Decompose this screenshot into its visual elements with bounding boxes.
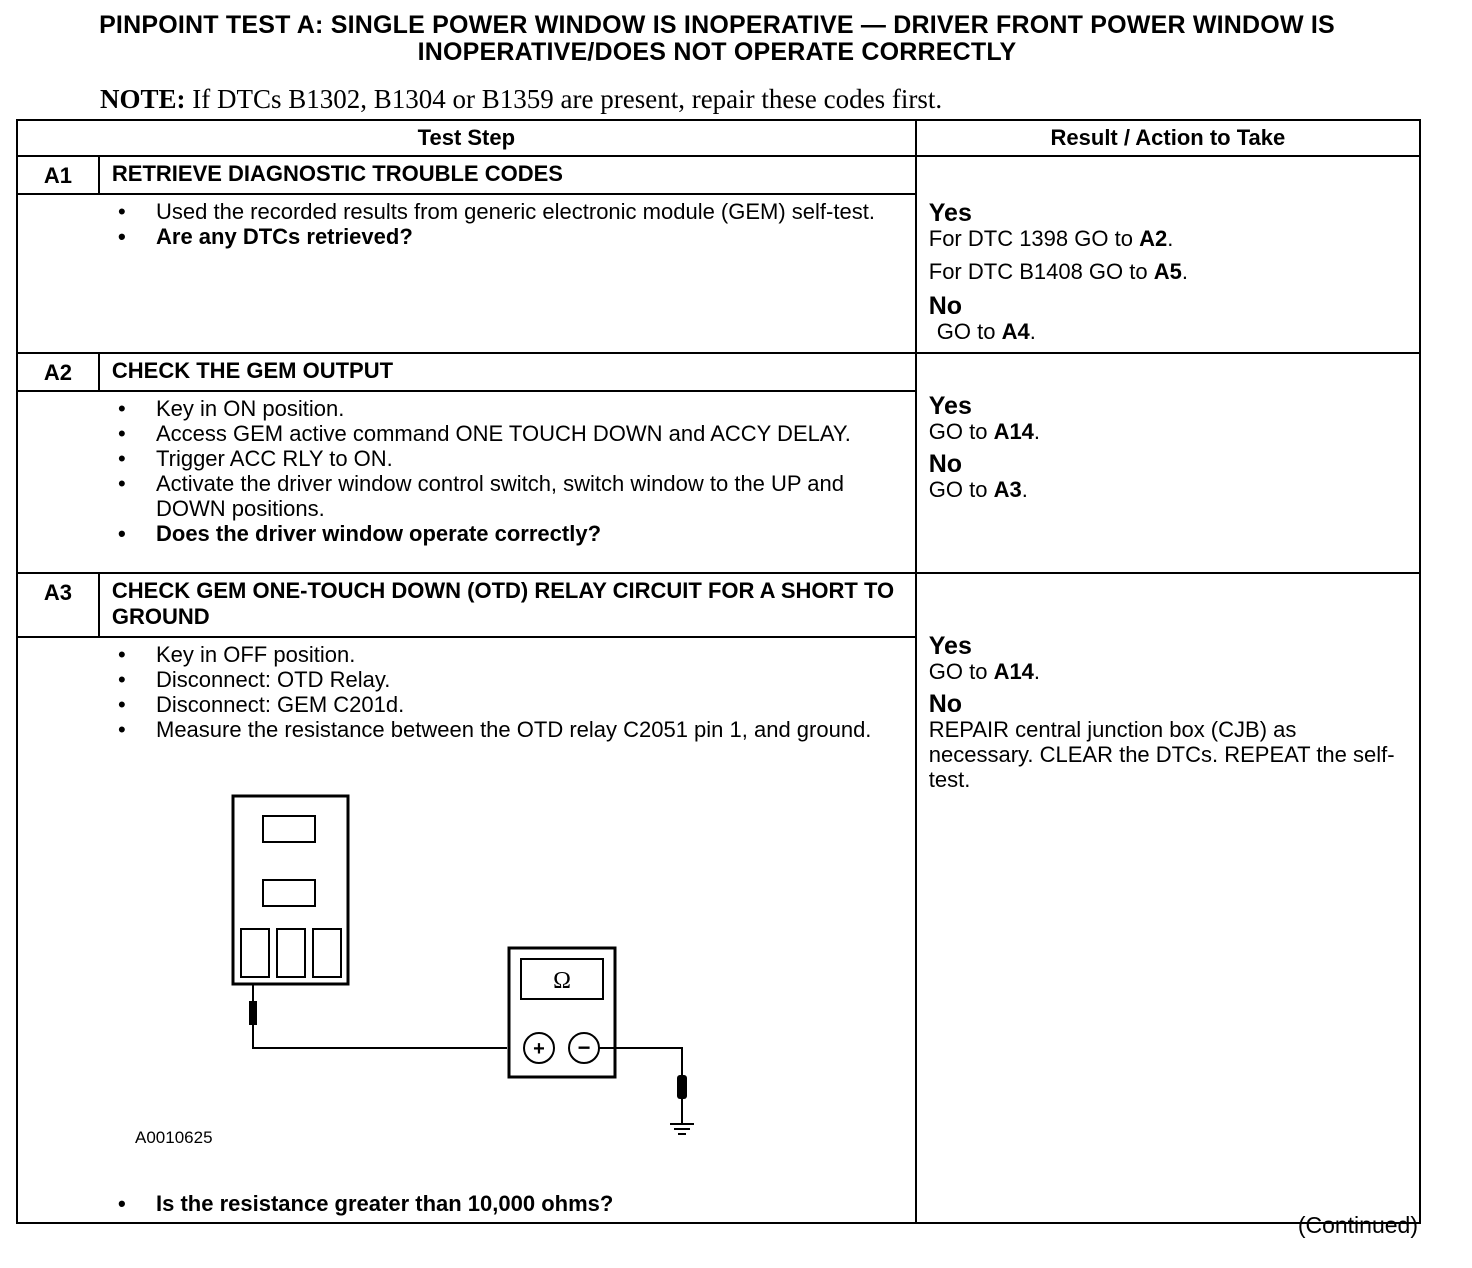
junction-box-slot-2 <box>263 880 315 906</box>
svg-text:−: − <box>577 1035 591 1060</box>
pinpoint-table <box>16 119 1421 1224</box>
continued-label: (Continued) <box>1297 1212 1418 1238</box>
list-item: • Trigger ACC RLY to ON. <box>30 446 885 471</box>
step-a2-heading: CHECK THE GEM OUTPUT <box>99 353 916 391</box>
ohmmeter-diagram <box>135 796 833 1196</box>
list-item: • Measure the resistance between the OTD relay C2051 pin 1, and ground. <box>30 717 885 742</box>
lead-negative <box>599 1048 682 1078</box>
step-a1-id: A1 <box>17 156 99 194</box>
list-item: • Disconnect: GEM C201d. <box>30 692 885 717</box>
header-result: Result / Action to Take <box>916 120 1420 156</box>
list-item: • Activate the driver window control switch, switch window to the UP and DOWN positions. <box>30 471 885 521</box>
a1-no-label: No <box>928 292 963 320</box>
step-a3-result <box>916 573 1420 1223</box>
a2-question: • Does the driver window operate correctly? <box>30 521 885 546</box>
list-item: • Disconnect: OTD Relay. <box>30 667 885 692</box>
page-title <box>10 12 1424 66</box>
connector-2 <box>277 929 305 977</box>
a3-question: • Is the resistance greater than 10,000 ohms? <box>30 1191 613 1216</box>
connector-3 <box>313 929 341 977</box>
a3-question-list <box>30 1191 613 1216</box>
step-a1-body <box>17 194 916 353</box>
a1-bullet-list <box>30 199 885 249</box>
a2-no-label: No <box>928 450 963 478</box>
a1-no-action: GO to A4. <box>936 319 1036 344</box>
a1-yes-action-2: For DTC B1408 GO to A5. <box>928 259 1188 284</box>
probe-2 <box>677 1075 687 1099</box>
a1-question: • Are any DTCs retrieved? <box>30 224 885 249</box>
a1-yes-label: Yes <box>928 199 972 227</box>
a2-no-action: GO to A3. <box>928 477 1028 502</box>
header-test-step: Test Step <box>17 120 916 156</box>
a3-yes-action: GO to A14. <box>928 659 1041 684</box>
lead-positive <box>253 1025 507 1048</box>
note-text: If DTCs B1302, B1304 or B1359 are present, repair these codes first. <box>192 84 943 114</box>
a3-yes-label: Yes <box>928 632 972 660</box>
step-a1-heading: RETRIEVE DIAGNOSTIC TROUBLE CODES <box>99 156 916 194</box>
step-a1-result <box>916 156 1420 353</box>
list-item: • Key in OFF position. <box>30 642 885 667</box>
step-a2-heading-row <box>17 353 1420 391</box>
junction-box <box>233 796 348 984</box>
step-a3-heading: CHECK GEM ONE-TOUCH DOWN (OTD) RELAY CIRCUIT FOR A SHORT TO GROUND <box>99 573 916 637</box>
step-a2-body <box>17 391 916 573</box>
a1-yes-action-1: For DTC 1398 GO to A2. <box>928 226 1174 251</box>
note <box>100 84 942 115</box>
ground-icon <box>670 1124 694 1134</box>
step-a3-heading-row <box>17 573 1420 637</box>
a3-no-action: REPAIR central junction box (CJB) as necessary. CLEAR the DTCs. REPEAT the self-test. <box>928 717 1395 792</box>
step-a1-heading-row <box>17 156 1420 194</box>
junction-box-slot-1 <box>263 816 315 842</box>
list-item: • Access GEM active command ONE TOUCH DOWN and ACCY DELAY. <box>30 421 885 446</box>
title-line-2: INOPERATIVE/DOES NOT OPERATE CORRECTLY <box>417 38 1017 66</box>
note-label: NOTE: <box>100 84 186 114</box>
list-item: • Used the recorded results from generic electronic module (GEM) self-test. <box>30 199 885 224</box>
title-line-1: PINPOINT TEST A: SINGLE POWER WINDOW IS INOPERATIVE — DRIVER FRONT POWER WINDOW IS <box>99 11 1335 39</box>
ohm-symbol: Ω <box>553 968 571 994</box>
probe-1 <box>249 1001 257 1025</box>
step-a3-id: A3 <box>17 573 99 637</box>
a2-yes-action: GO to A14. <box>928 419 1041 444</box>
list-item: • Key in ON position. <box>30 396 885 421</box>
connector-1 <box>241 929 269 977</box>
a3-bullet-list <box>30 642 885 742</box>
a2-yes-label: Yes <box>928 392 972 420</box>
step-a3-body <box>17 637 916 1223</box>
a3-no-label: No <box>928 690 963 718</box>
step-a2-id: A2 <box>17 353 99 391</box>
figure-id: A0010625 <box>135 1128 213 1147</box>
step-a2-result <box>916 353 1420 573</box>
table-header-row <box>17 120 1420 156</box>
a2-bullet-list <box>30 396 885 546</box>
svg-text:+: + <box>533 1038 545 1060</box>
